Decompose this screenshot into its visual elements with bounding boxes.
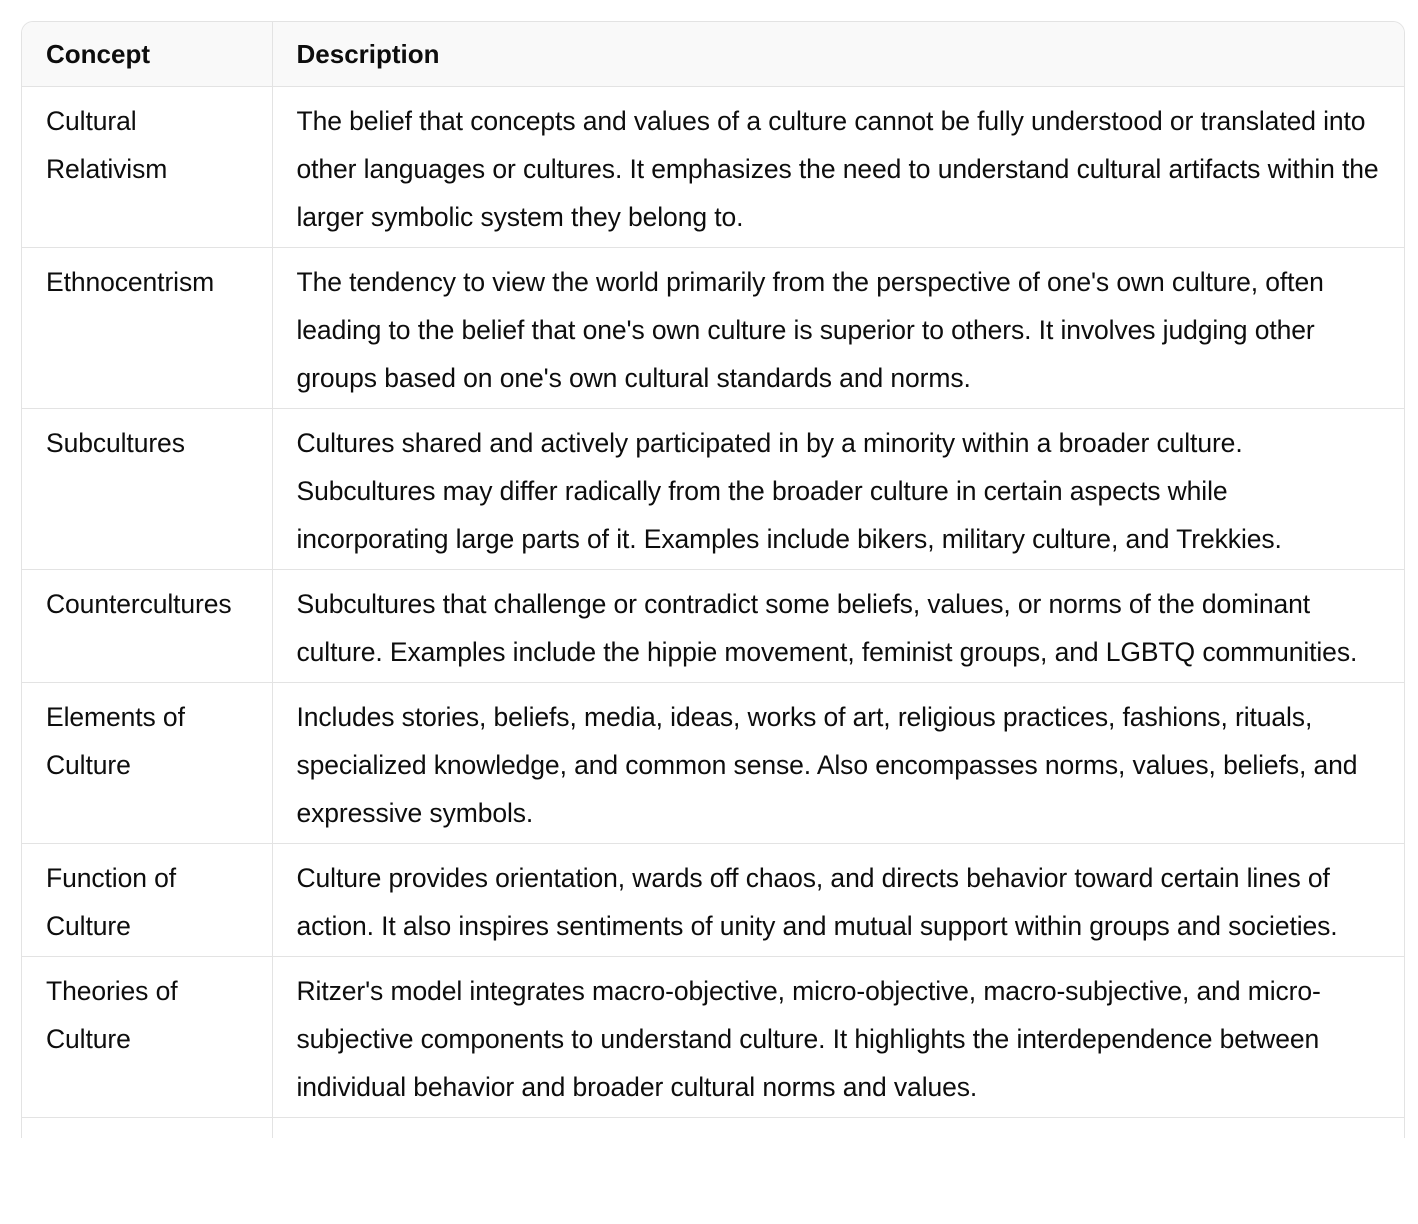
concept-cell: Countercultures — [22, 570, 272, 683]
table-row — [22, 87, 1404, 248]
description-cell: Includes stories, beliefs, media, ideas, works of art, religious practices, fashions, rituals, specialized knowledge, and common sense. Also encompasses norms, values, beliefs, and expressive symbols. — [272, 683, 1404, 844]
table-row — [22, 570, 1404, 683]
concepts-table — [22, 22, 1404, 1138]
concept-cell: Ethnocentrism — [22, 248, 272, 409]
table-body — [22, 87, 1404, 1139]
description-cell: The belief that concepts and values of a culture cannot be fully understood or translated into other languages or cultures. It emphasizes the need to understand cultural artifacts within the larger symbolic system they belong to. — [272, 87, 1404, 248]
concepts-table-container — [21, 21, 1405, 1138]
column-header-concept: Concept — [22, 22, 272, 87]
concept-cell: Cultural Relativism — [22, 87, 272, 248]
description-cell: The tendency to view the world primarily from the perspective of one's own culture, often leading to the belief that one's own culture is superior to others. It involves judging other groups based on one's own cultural standards and norms. — [272, 248, 1404, 409]
concept-cell: Theories of Culture — [22, 957, 272, 1118]
table-row — [22, 844, 1404, 957]
table-row-partial — [22, 1118, 1404, 1139]
table-header — [22, 22, 1404, 87]
concept-cell-empty — [22, 1118, 272, 1139]
description-cell: Culture provides orientation, wards off chaos, and directs behavior toward certain lines of action. It also inspires sentiments of unity and mutual support within groups and societies. — [272, 844, 1404, 957]
table-header-row — [22, 22, 1404, 87]
description-cell-empty — [272, 1118, 1404, 1139]
table-row — [22, 409, 1404, 570]
description-cell: Ritzer's model integrates macro-objective, micro-objective, macro-subjective, and micro-subjective components to understand culture. It highlights the interdependence between individual behavior and broader cultural norms and values. — [272, 957, 1404, 1118]
description-cell: Subcultures that challenge or contradict some beliefs, values, or norms of the dominant culture. Examples include the hippie movement, feminist groups, and LGBTQ communities. — [272, 570, 1404, 683]
concept-cell: Subcultures — [22, 409, 272, 570]
column-header-description: Description — [272, 22, 1404, 87]
description-cell: Cultures shared and actively participated in by a minority within a broader culture. Subcultures may differ radically from the broader culture in certain aspects while incorporating large parts of it. Examples include bikers, military culture, and Trekkies. — [272, 409, 1404, 570]
concept-cell: Function of Culture — [22, 844, 272, 957]
concept-cell: Elements of Culture — [22, 683, 272, 844]
table-row — [22, 957, 1404, 1118]
table-row — [22, 248, 1404, 409]
table-row — [22, 683, 1404, 844]
